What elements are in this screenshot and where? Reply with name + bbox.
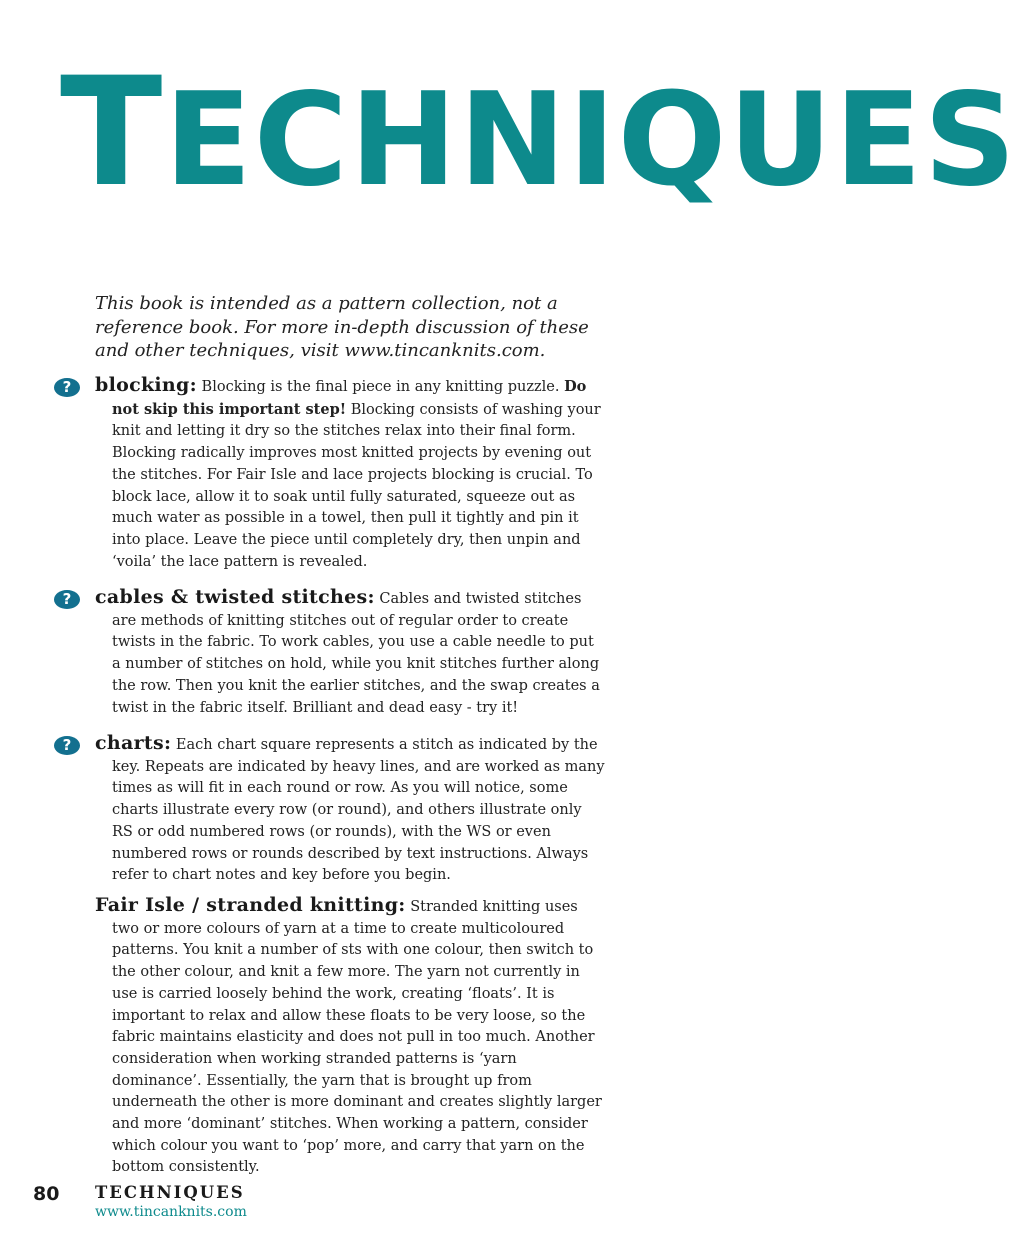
section-body: Blocking consists of washing your knit and letting it dry so the stitches relax into their final form. Blocking radically improves most knitted projects by evening out the stitches. For Fair Isle and lace projects blocking is crucial. To block lace, allow it to soak until fully saturated, squeeze out as much water as possible in a towel, then pull it tightly and pin it into place. Leave the piece until completely dry, then unpin and ‘voila’ the lace pattern is revealed. [112,401,601,570]
section-text [95,587,605,719]
page-title-rest: ECHNIQUES [164,66,1018,215]
footer-url[interactable]: www.tincanknits.com [95,1204,247,1220]
section-blocking [62,374,605,573]
section-charts [62,732,605,887]
page-number: 80 [33,1183,60,1205]
section-text [95,375,605,573]
question-icon[interactable]: ? [54,736,80,755]
section-lead: Blocking is the final piece in any knitting puzzle. [196,379,565,395]
question-icon[interactable]: ? [54,378,80,397]
intro-paragraph: This book is intended as a pattern collection, not a reference book. For more in-depth discussion of these and other techniques, visit www.tincanknits.com. [95,293,589,361]
page-title [60,46,1018,220]
page-title-initial: T [60,46,165,220]
section-term: cables & twisted stitches: [95,586,375,608]
section-emphasis: Do not skip this important step! [112,378,587,418]
section-fair-isle [95,895,605,1179]
section-term: charts: [95,732,172,754]
section-body: Each chart square represents a stitch as indicated by the key. Repeats are indicated by heavy lines, and are worked as many times as will fit in each round or row. As you will notice, some charts illustrate every row (or round), and others illustrate only RS or odd numbered rows (or rounds), with the WS or even numbered rows or rounds described by text instructions. Always refer to chart notes and key before you begin. [112,737,605,884]
section-body: Stranded knitting uses two or more colours of yarn at a time to create multicoloured patterns. You knit a number of sts with one colour, then switch to the other colour, and knit a few more. The yarn not currently in use is carried loosely behind the work, creating ‘floats’. It is important to relax and allow these floats to be very loose, so the fabric maintains elasticity and does not pull in too much. Another consideration when working stranded patterns is ‘yarn dominance’. Essentially, the yarn that is brought up from underneath the other is more dominant and creates slightly larger and more ‘dominant’ stitches. When working a pattern, consider which colour you want to ‘pop’ more, and carry that yarn on the bottom consistently. [112,899,602,1176]
section-term: blocking: [95,374,197,396]
section-body: Cables and twisted stitches are methods of knitting stitches out of regular order to create twists in the fabric. To work cables, you use a cable needle to put a number of stitches on hold, while you knit stitches further along the row. Then you knit the earlier stitches, and the swap creates a twist in the fabric itself. Brilliant and dead easy - try it! [112,591,600,716]
footer-section-title: TECHNIQUES [95,1183,245,1202]
section-cables [62,586,605,719]
section-text [95,733,605,887]
question-icon[interactable]: ? [54,590,80,609]
section-term: Fair Isle / stranded knitting: [95,894,406,916]
section-text [95,895,605,1179]
